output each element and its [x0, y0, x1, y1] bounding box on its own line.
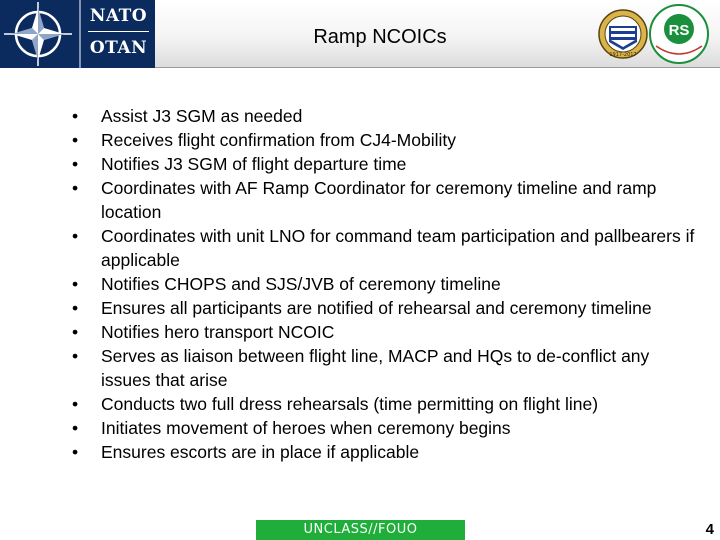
bullet-marker: •: [72, 418, 79, 438]
logo-line-nato: NATO: [89, 6, 148, 26]
resolute-support-logo: [646, 2, 712, 66]
page-title: Ramp NCOICs: [313, 26, 447, 48]
bullet-marker: •: [72, 298, 79, 318]
bullet-text: Ensures escorts are in place if applicable: [101, 442, 420, 462]
bullet-item: [72, 128, 702, 152]
rs-logo-text: RS: [668, 22, 690, 39]
bullet-text: Notifies J3 SGM of flight departure time: [101, 154, 407, 174]
bullet-marker: •: [72, 274, 79, 294]
nato-otan-logo: [0, 0, 155, 68]
bullet-text: Serves as liaison between flight line, MACP and HQs to de-conflict any issues that arise: [101, 346, 650, 390]
bullet-marker: •: [72, 226, 79, 246]
patch-year-text: 1917-2017: [609, 52, 637, 58]
bullet-marker: •: [72, 322, 79, 342]
bullet-item: [72, 224, 702, 272]
bullet-marker: •: [72, 154, 79, 174]
bullet-marker: •: [72, 346, 79, 366]
page-number: 4: [705, 521, 714, 538]
bullet-item: [72, 104, 702, 128]
bullet-text: Conducts two full dress rehearsals (time permitting on flight line): [101, 394, 599, 414]
bullet-item: [72, 296, 702, 320]
bullet-list: [72, 104, 702, 464]
bullet-marker: •: [72, 106, 79, 126]
bullet-text: Coordinates with AF Ramp Coordinator for ceremony timeline and ramp location: [101, 178, 657, 222]
bullet-item: [72, 392, 702, 416]
logo-line-otan: OTAN: [89, 38, 148, 58]
bullet-text: Notifies hero transport NCOIC: [101, 322, 335, 342]
header-bar: [0, 0, 720, 68]
division-patch-icon: [598, 4, 648, 64]
bullet-marker: •: [72, 130, 79, 150]
bullet-text: Assist J3 SGM as needed: [101, 106, 303, 126]
bullet-item: [72, 416, 702, 440]
bullet-item: [72, 152, 702, 176]
bullet-item: [72, 176, 702, 224]
classification-banner: UNCLASS//FOUO: [256, 520, 465, 540]
bullet-item: [72, 320, 702, 344]
bullet-marker: •: [72, 178, 79, 198]
bullet-item: [72, 344, 702, 392]
bullet-marker: •: [72, 442, 79, 462]
bullet-text: Receives flight confirmation from CJ4-Mobility: [101, 130, 456, 150]
logo-divider: [88, 31, 149, 32]
bullet-item: [72, 272, 702, 296]
bullet-text: Ensures all participants are notified of rehearsal and ceremony timeline: [101, 298, 652, 318]
bullet-text: Coordinates with unit LNO for command team participation and pallbearers if applicable: [101, 226, 695, 270]
bullet-text: Initiates movement of heroes when ceremony begins: [101, 418, 511, 438]
bullet-marker: •: [72, 394, 79, 414]
bullet-text: Notifies CHOPS and SJS/JVB of ceremony timeline: [101, 274, 501, 294]
bullet-item: [72, 440, 702, 464]
